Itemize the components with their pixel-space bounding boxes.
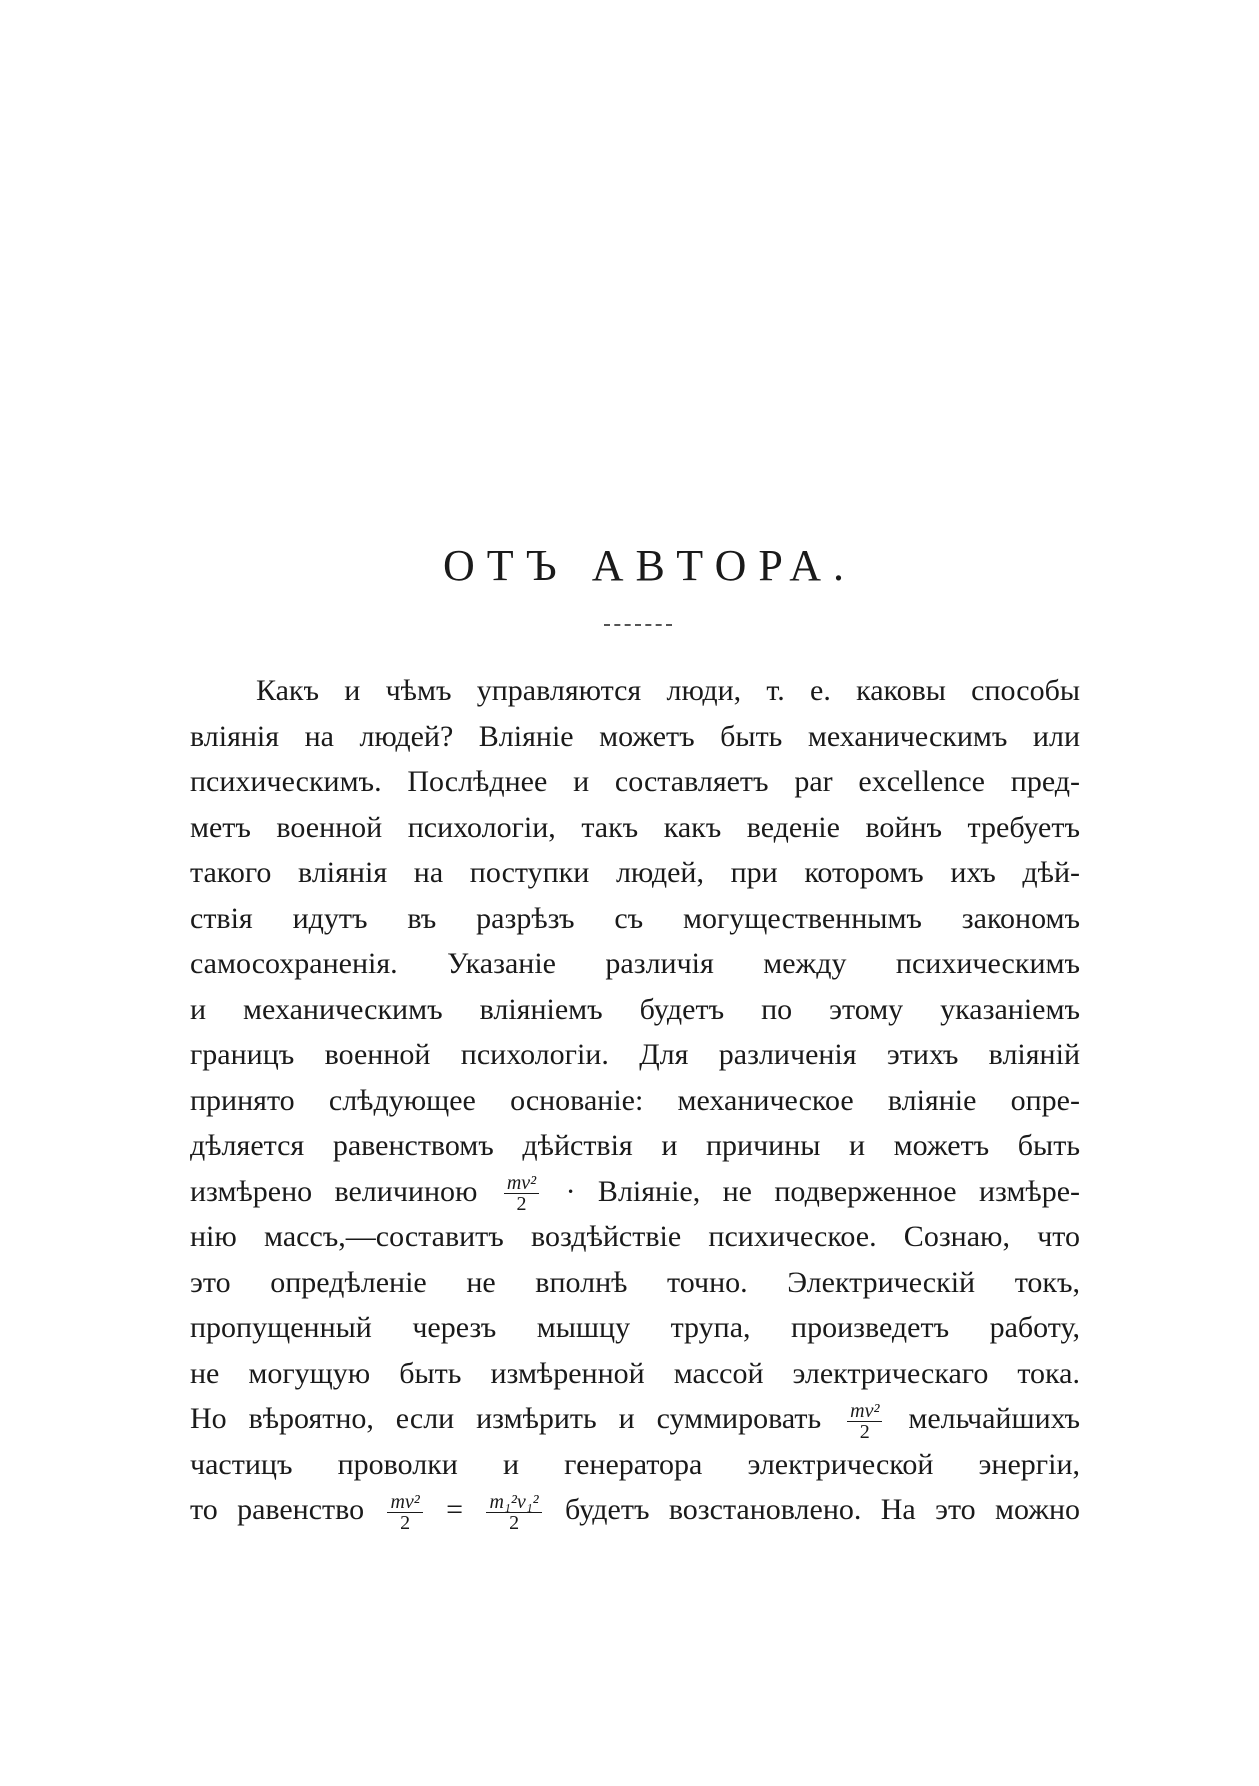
line-text-before: измѣрено величиною	[190, 1174, 478, 1208]
text-line: ствiя идутъ въ разрѣзъ съ могущественнымъ закономъ	[190, 901, 1080, 935]
text-line: принято слѣдующее основанiе: механическое влiянiе опре-	[190, 1083, 1080, 1117]
text-line-with-formula	[190, 1396, 1080, 1442]
text-line: Какъ и чѣмъ управляются люди, т. е. каковы способы	[256, 674, 1080, 707]
fraction-denominator: 2	[504, 1193, 539, 1214]
line-text-after: · Влiянiе, не подверженное измѣре-	[565, 1174, 1081, 1208]
fraction-formula	[486, 1492, 541, 1533]
page-title: ОТЪ АВТОРА.	[443, 541, 856, 590]
line-text-after: мельчайшихъ	[908, 1402, 1081, 1435]
text-line: частицъ проволки и генератора электрической энергiи,	[190, 1447, 1080, 1481]
body-text	[190, 668, 1080, 1533]
text-line: метъ военной психологiи, такъ какъ веденiе войнъ требуетъ	[190, 810, 1080, 844]
text-line: границъ военной психологiи. Для различенiя этихъ влiянiй	[190, 1038, 1080, 1071]
fraction-denominator: 2	[847, 1421, 882, 1442]
line-text-before: то равенство	[190, 1493, 365, 1526]
text-line: влiянiя на людей? Влiянiе можетъ быть механическимъ или	[190, 719, 1080, 753]
text-line-with-formula	[190, 1487, 1080, 1533]
text-line: психическимъ. Послѣднее и составляетъ par excellence пред-	[190, 765, 1080, 798]
fraction-numerator: mv²	[506, 1172, 537, 1195]
fraction-numerator: mv²	[850, 1399, 880, 1422]
text-line-with-formula	[190, 1169, 1080, 1215]
text-line: дѣляется равенствомъ дѣйствiя и причины и можетъ быть	[190, 1129, 1080, 1162]
fraction-numerator: mv²	[390, 1490, 420, 1513]
text-line: не могущую быть измѣренной массой электрическаго тока.	[190, 1356, 1080, 1390]
fraction-denominator: 2	[486, 1512, 541, 1533]
text-line: нiю массъ,—составитъ воздѣйствiе психическое. Сознаю, что	[190, 1220, 1080, 1253]
line-text-after: будетъ возстановлено. На это можно	[565, 1493, 1081, 1526]
fraction-formula	[504, 1173, 539, 1214]
equals-sign: =	[446, 1493, 464, 1526]
title-ornament-rule	[604, 624, 672, 626]
line-text-before: Но вѣроятно, если измѣрить и суммировать	[190, 1402, 822, 1435]
fraction-formula	[847, 1401, 882, 1442]
text-line: это опредѣленiе не вполнѣ точно. Электрическiй токъ,	[190, 1265, 1080, 1299]
fraction-numerator: m₁²v₁²	[489, 1490, 539, 1513]
fraction-formula	[387, 1492, 422, 1533]
fraction-denominator: 2	[387, 1512, 422, 1533]
text-line: и механическимъ влiянiемъ будетъ по этому указанiемъ	[190, 992, 1080, 1026]
text-line: самосохраненiя. Указанiе различiя между психическимъ	[190, 947, 1080, 980]
text-line: пропущенный черезъ мышцу трупа, произведетъ работу,	[190, 1311, 1080, 1344]
text-line: такого влiянiя на поступки людей, при которомъ ихъ дѣй-	[190, 856, 1080, 889]
